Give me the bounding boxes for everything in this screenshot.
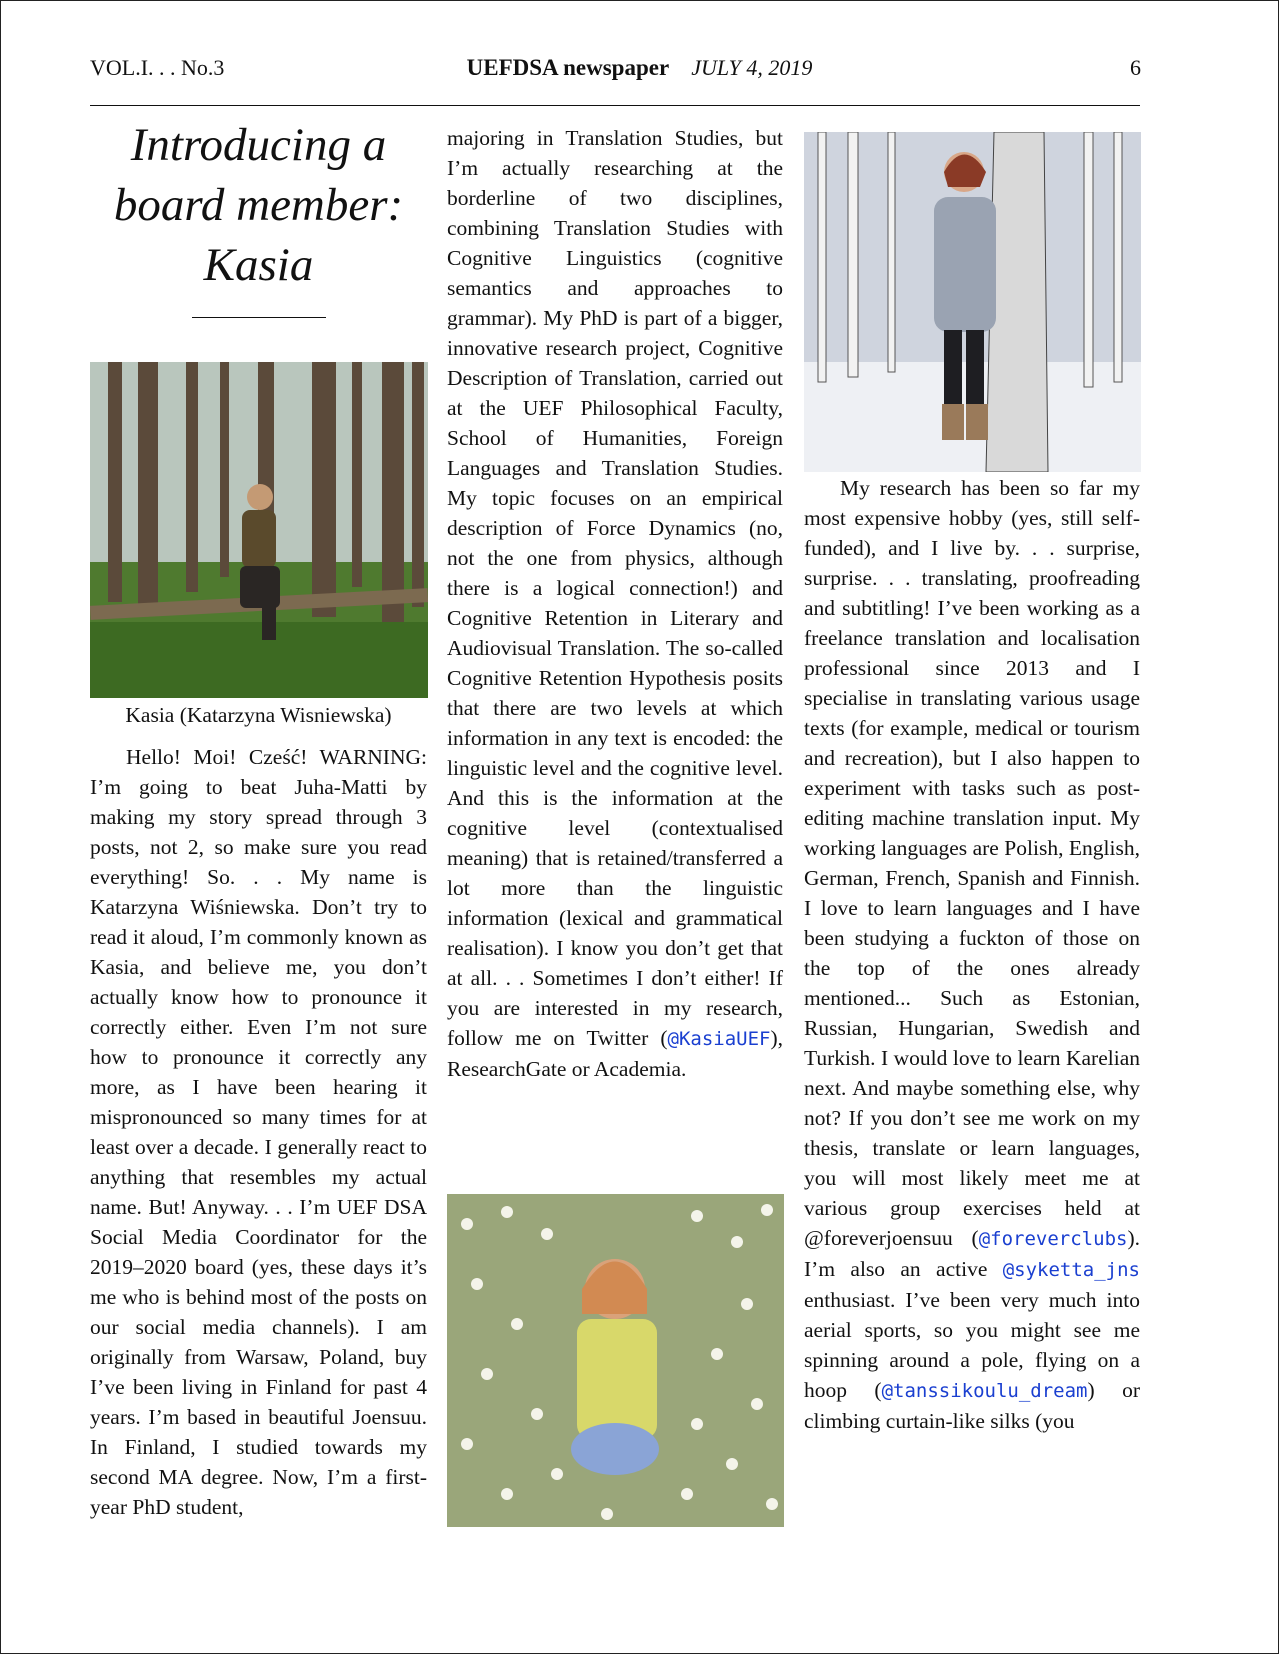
daisy-illustration xyxy=(447,1194,784,1527)
issue-date: JULY 4, 2019 xyxy=(691,55,813,80)
column-1 xyxy=(90,113,427,318)
title-line-2: board member: xyxy=(113,179,404,231)
research-text-end: ), ResearchGate or Academia. xyxy=(447,1026,783,1081)
syketta-handle-link[interactable]: @syketta_jns xyxy=(1002,1259,1140,1281)
column-1-body xyxy=(90,742,427,1522)
winter-illustration xyxy=(804,132,1141,472)
column-3 xyxy=(804,473,1140,1436)
hobbies-text-3: enthusiast. I’ve been very much into aerial sports, so you might see me spinning around a pole, flying on a hoop ( xyxy=(804,1288,1140,1402)
research-text: majoring in Translation Studies, but I’m actually researching at the borderline of two disciplines, combining Translation Studies with Cognitive Linguistics (cognitive semantics and approaches to grammar). My PhD is part of a bigger, innovative research project, Cognitive Description of Translation, carried out at the UEF Philosophical Faculty, School of Humanities, Foreign Languages and Translation Studies. My topic focuses on an empirical description of Force Dynamics (no, not the one from physics, although there is a logical connection!) and Cognitive Retention in Literary and Audiovisual Translation. The so-called Cognitive Retention Hypothesis posits that there are two levels at which information in any text is encoded: the linguistic level and the cognitive level. And this is the information at the cognitive level (contextualised meaning) that is retained/transferred a lot more than the linguistic information (lexical and grammatical realisation). I know you don’t get that at all. . . Sometimes I don’t either! If you are interested in my research, follow me on Twitter ( xyxy=(447,126,783,1050)
hobbies-text: My research has been so far my most expensive hobby (yes, still self-funded), and I live by. . . surprise, surprise. . . translating, proofreading and subtitling! I’ve been working as a freelance translation and localisation professional since 2013 and I specialise in translating various usage texts (for example, medical or tourism and recreation), but I also happen to experiment with tasks such as post-editing machine translation input. My working languages are Polish, English, German, French, Spanish and Finnish. I love to learn languages and I have been studying a fuckton of those on the top of the ones already mentioned... Such as Estonian, Russian, Hungarian, Swedish and Turkish. I would love to learn Karelian next. And maybe something else, why not? If you don’t see me work on my thesis, translate or learn languages, you will most likely meet me at various group exercises held at @foreverjoensuu ( xyxy=(804,476,1140,1250)
column-2 xyxy=(447,123,783,1084)
forest-illustration xyxy=(90,362,428,698)
foreverclubs-handle-link[interactable]: @foreverclubs xyxy=(978,1228,1128,1250)
title-divider xyxy=(192,317,326,318)
hobbies-text-2: ). I’m also an active xyxy=(804,1226,1140,1281)
header-rule xyxy=(90,105,1140,106)
title-line-3: Kasia xyxy=(203,239,314,291)
paragraph-research xyxy=(447,123,783,1084)
article-title xyxy=(90,113,427,295)
paragraph-intro: Hello! Moi! Cześć! WARNING: I’m going to beat Juha-Matti by making my story spread through 3 posts, not 2, so make sure you read everything! So. . . My name is Katarzyna Wiśniewska. Don’t try to read it aloud, I’m commonly known as Kasia, and believe me, you don’t actually know how to pronounce it correctly either. Even I’m not sure how to pronounce it correctly any more, as I have been hearing it mispronounced so many times for at least over a decade. I generally react to anything that resembles my actual name. But! Anyway. . . I’m UEF DSA Social Media Coordinator for the 2019–2020 board (yes, these days it’s me who is behind most of the posts on our social media channels). I am originally from Warsaw, Poland, buy I’ve been living in Finland for past 4 years. I’m based in beautiful Joensuu. In Finland, I studied towards my second MA degree. Now, I’m a first-year PhD student, xyxy=(90,745,427,1519)
photo-caption: Kasia (Katarzyna Wisniewska) xyxy=(125,703,392,727)
daisy-field-photo xyxy=(447,1194,784,1527)
paragraph-hobbies xyxy=(804,473,1140,1436)
paper-name: UEFDSA newspaper xyxy=(466,55,670,80)
title-line-1: Introducing a xyxy=(130,119,387,171)
tanssikoulu-handle-link[interactable]: @tanssikoulu_dream xyxy=(881,1380,1088,1402)
page-number: 6 xyxy=(1130,55,1141,80)
hobbies-text-4: ) or climbing curtain-like silks (you xyxy=(804,1378,1140,1433)
volume-label: VOL.I. . . No.3 xyxy=(90,55,225,80)
forest-photo xyxy=(90,362,428,698)
masthead xyxy=(0,54,1279,82)
twitter-handle-link[interactable]: @KasiaUEF xyxy=(667,1028,771,1050)
winter-photo xyxy=(804,132,1141,472)
